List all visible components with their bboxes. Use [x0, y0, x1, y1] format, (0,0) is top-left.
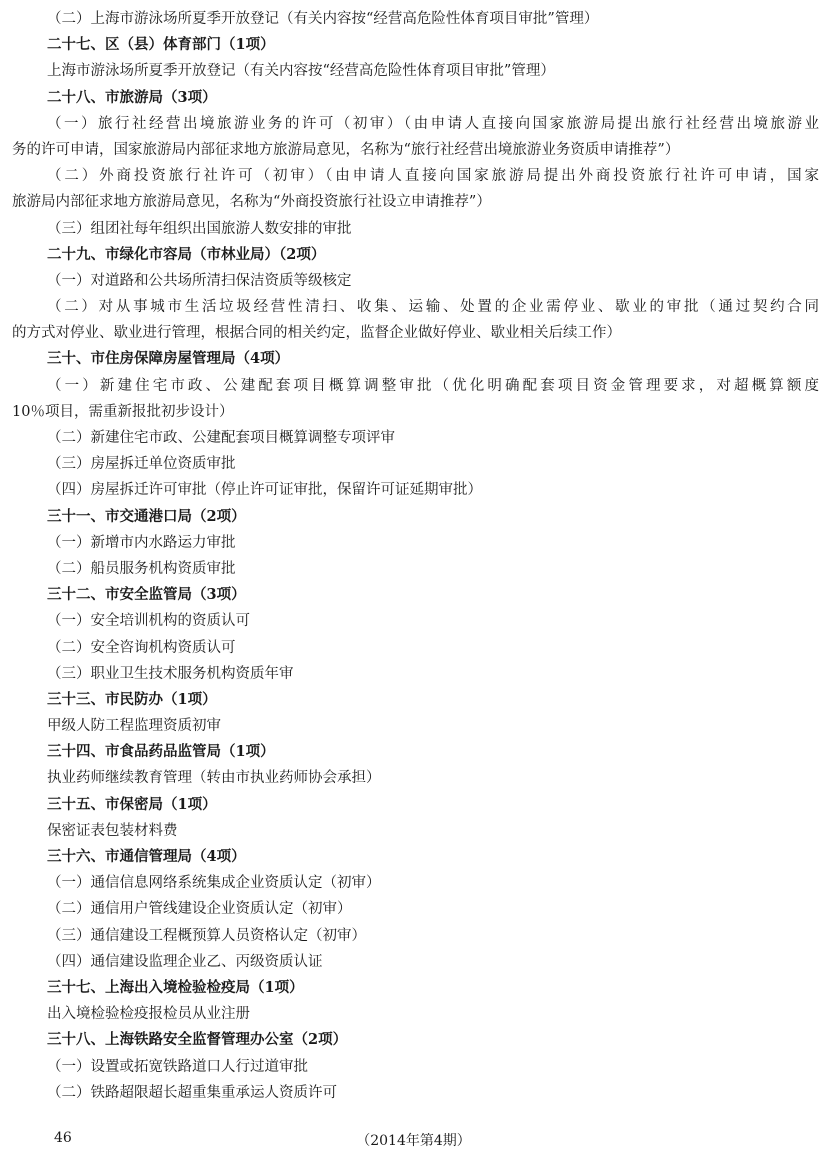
text-line: （四）通信建设监理企业乙、丙级资质认证	[47, 953, 323, 970]
document-body	[0, 6, 827, 1106]
page-footer	[0, 1130, 827, 1150]
section-heading: 二十七、区（县）体育部门（1项）	[47, 36, 275, 54]
text-line: 上海市游泳场所夏季开放登记（有关内容按“经营高危险性体育项目审批”管理）	[47, 63, 555, 80]
text-line: （三）房屋拆迁单位资质审批	[47, 456, 236, 473]
text-line: （一）通信信息网络系统集成企业资质认定（初审）	[47, 875, 381, 892]
section-heading: 三十一、市交通港口局（2项）	[47, 507, 246, 525]
text-line: （二）新建住宅市政、公建配套项目概算调整专项评审	[47, 430, 395, 446]
section-heading: 三十七、上海出入境检验检疫局（1项）	[47, 978, 304, 996]
text-line: （一）新增市内水路运力审批	[47, 534, 236, 551]
text-line: （二）通信用户管线建设企业资质认定（初审）	[47, 901, 352, 918]
text-line: 出入境检验检疫报检员从业注册	[47, 1006, 250, 1023]
text-line: （一）设置或拓宽铁路道口人行过道审批	[47, 1058, 308, 1075]
text-line: （四）房屋拆迁许可审批（停止许可证审批，保留许可证延期审批）	[47, 482, 482, 499]
text-line: （三）通信建设工程概预算人员资格认定（初审）	[47, 927, 366, 944]
text-line: 务的许可申请，国家旅游局内部征求地方旅游局意见，名称为“旅行社经营出境旅游业务资质申请推荐”）	[12, 141, 680, 158]
text-line: （二）铁路超限超长超重集重承运人资质许可	[47, 1084, 337, 1101]
text-line: （一）对道路和公共场所清扫保洁资质等级核定	[47, 272, 352, 289]
text-line: 10％项目，需重新报批初步设计）	[12, 403, 234, 420]
text-line: （二）上海市游泳场所夏季开放登记（有关内容按“经营高危险性体育项目审批”管理）	[47, 11, 599, 27]
section-heading: 三十五、市保密局（1项）	[47, 795, 217, 813]
page-number: 46	[54, 1130, 72, 1146]
text-line: （一）旅行社经营出境旅游业务的许可（初审）（由申请人直接向国家旅游局提出旅行社经营出境旅游业	[47, 115, 819, 132]
section-heading: 三十八、上海铁路安全监督管理办公室（2项）	[47, 1031, 348, 1049]
text-line: 旅游局内部征求地方旅游局意见，名称为“外商投资旅行社设立申请推荐”）	[12, 194, 491, 211]
text-line: 的方式对停业、歇业进行管理，根据合同的相关约定，监督企业做好停业、歇业相关后续工作）	[12, 325, 621, 342]
text-line: 执业药师继续教育管理（转由市执业药师协会承担）	[47, 770, 381, 787]
text-line: 甲级人防工程监理资质初审	[47, 718, 221, 735]
text-line: （一）新建住宅市政、公建配套项目概算调整审批（优化明确配套项目资金管理要求，对超概算额度	[47, 377, 819, 394]
text-line: （二）船员服务机构资质审批	[47, 560, 236, 577]
section-heading: 二十八、市旅游局（3项）	[47, 88, 217, 106]
section-heading: 三十六、市通信管理局（4项）	[47, 848, 246, 865]
text-line: （一）安全培训机构的资质认可	[47, 613, 250, 630]
text-line: （二）外商投资旅行社许可（初审）（由申请人直接向国家旅游局提出外商投资旅行社许可申请，国家	[47, 168, 819, 185]
section-heading: 三十三、市民防办（1项）	[47, 690, 217, 708]
section-heading: 三十四、市食品药品监管局（1项）	[47, 743, 275, 761]
section-heading: 二十九、市绿化市容局（市林业局）（2项）	[47, 245, 326, 263]
text-line: （二）对从事城市生活垃圾经营性清扫、收集、运输、处置的企业需停业、歇业的审批（通过契约合同	[47, 299, 819, 316]
issue-label: （2014年第4期）	[356, 1133, 471, 1149]
section-heading: 三十二、市安全监管局（3项）	[47, 586, 246, 604]
text-line: （三）组团社每年组织出国旅游人数安排的审批	[47, 220, 352, 237]
text-line: （三）职业卫生技术服务机构资质年审	[47, 665, 294, 682]
text-line: 保密证表包装材料费	[47, 822, 178, 839]
text-line: （二）安全咨询机构资质认可	[47, 639, 236, 656]
section-heading: 三十、市住房保障房屋管理局（4项）	[47, 350, 290, 368]
